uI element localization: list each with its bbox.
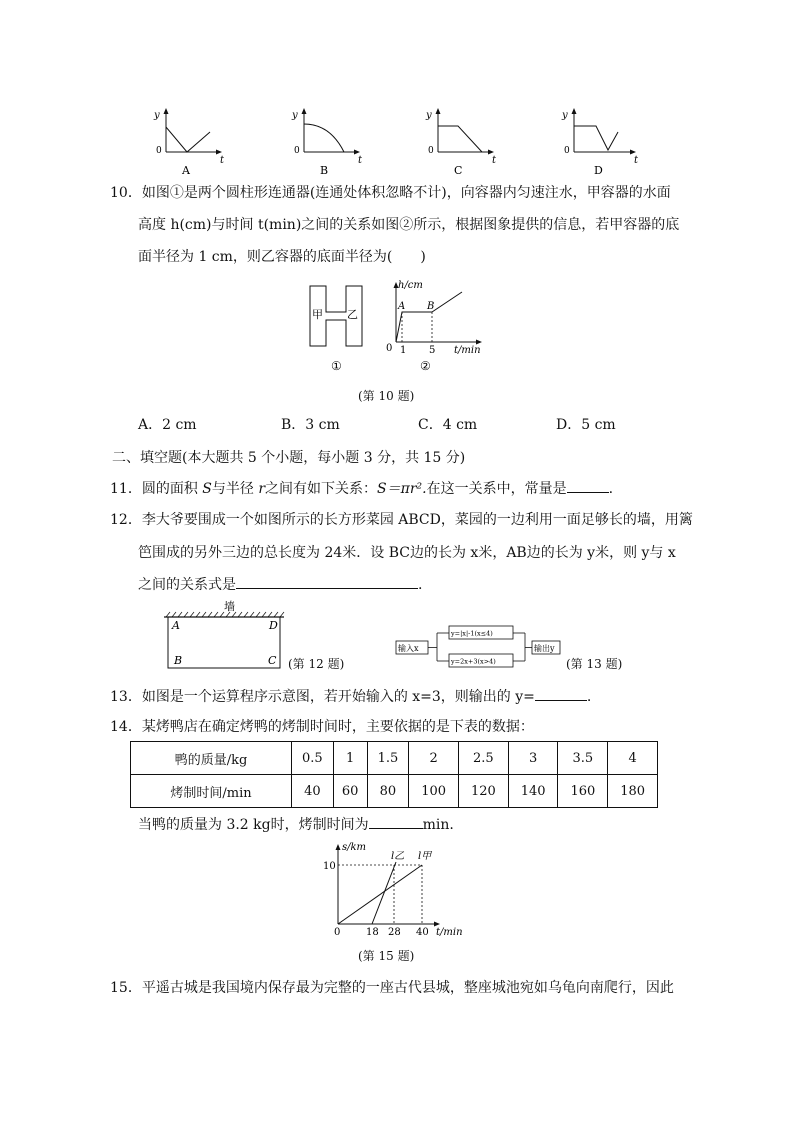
- q11-text-b: 与半径: [211, 481, 259, 497]
- table-cell: 100: [409, 775, 459, 808]
- q14-intro-line: [110, 717, 534, 737]
- q14-question-line: [138, 814, 454, 835]
- graph-d-label: D: [594, 164, 603, 177]
- graph-c-origin: 0: [428, 146, 434, 156]
- table-cell: 120: [459, 775, 509, 808]
- graph-b-label: B: [320, 164, 329, 177]
- q13-figure: [395, 624, 565, 670]
- fence-outline: [168, 617, 280, 668]
- q15-number: 15．: [110, 980, 142, 996]
- wall-label: 墙: [224, 600, 235, 613]
- q10-text-1: 如图①是两个圆柱形连通器(连通处体积忽略不计)，向容器内匀速注水，甲容器的水面: [141, 185, 671, 201]
- q12-caption: (第 12 题): [288, 657, 345, 671]
- table-cell: 0.5: [292, 742, 334, 775]
- q11-number: 11．: [110, 481, 142, 497]
- q10-number: 10．: [110, 185, 142, 201]
- graph-b-x-label: t: [358, 155, 363, 166]
- graph-d-curve: [574, 126, 618, 150]
- q11-end: .: [608, 481, 614, 497]
- graph-b-curve: [304, 124, 344, 152]
- graph-a-y-label: y: [154, 110, 160, 121]
- q10-figure-1: [300, 282, 380, 374]
- table-cell: 4: [608, 742, 658, 775]
- q10-line1: [110, 183, 671, 203]
- q15-y-label: s/km: [342, 842, 367, 853]
- table-cell: 180: [608, 775, 658, 808]
- point-c: C: [268, 654, 277, 667]
- q11-text-d: 在这一关系中，常量是: [426, 481, 567, 497]
- q15-text: 平遥古城是我国境内保存最为完整的一座古代县城，整座城池宛如乌龟向南爬行，因此: [141, 980, 674, 996]
- q10-option-c: C．4 cm: [418, 417, 478, 433]
- q12-line1: [110, 510, 693, 530]
- fig2-origin: 0: [386, 343, 393, 354]
- table-cell: 140: [508, 775, 558, 808]
- table-cell: 2.5: [459, 742, 509, 775]
- table-cell: 3: [508, 742, 558, 775]
- q14-number: 14．: [110, 719, 142, 735]
- input-label: 输入x: [398, 644, 419, 653]
- table-cell: 80: [367, 775, 409, 808]
- graph-a-x-label: t: [220, 155, 225, 166]
- q15-tick-40: 40: [416, 927, 429, 938]
- q15-tick-18: 18: [366, 927, 379, 938]
- fig2-tick-1: 1: [400, 345, 407, 356]
- q11-line: [110, 478, 613, 499]
- q12-end: .: [418, 577, 423, 593]
- table-cell: 1: [333, 742, 367, 775]
- fig2-y-label: h/cm: [398, 280, 423, 291]
- q10-line2: 高度 h(cm)与时间 t(min)之间的关系如图②所示，根据图象提供的信息，若甲容器的底: [138, 217, 680, 233]
- graph-a-curve: [166, 127, 210, 152]
- q11-text-c: 之间有如下关系：: [265, 481, 378, 497]
- fig2-tick-5: 5: [429, 345, 436, 356]
- fig2-x-label: t/min: [454, 345, 481, 356]
- q13-end: .: [586, 689, 592, 705]
- q15-origin: 0: [334, 927, 341, 938]
- branch-top-label: y=|x|-1(x≤4): [451, 629, 493, 638]
- q12-text-3: 之间的关系式是: [138, 577, 236, 593]
- q15-line: [110, 978, 674, 998]
- q15-tick-28: 28: [388, 927, 401, 938]
- q14-question: 当鸭的质量为 3.2 kg时，烤制时间为: [138, 817, 369, 833]
- q12-line3: [138, 574, 422, 595]
- graph-a: [140, 106, 230, 182]
- q13-answer-blank[interactable]: [535, 686, 587, 701]
- q10-option-b: B．3 cm: [281, 417, 340, 433]
- table-cell: 160: [558, 775, 608, 808]
- q11-var-s: S: [202, 481, 212, 497]
- point-a: A: [172, 619, 180, 632]
- graph-d-x-label: t: [634, 155, 639, 166]
- q12-number: 12．: [110, 512, 142, 528]
- vessel-yi-label: 乙: [347, 308, 358, 321]
- q11-var-r: r: [258, 481, 266, 497]
- point-d: D: [269, 619, 278, 632]
- q11-answer-blank[interactable]: [567, 478, 609, 493]
- q15-caption: (第 15 题): [358, 949, 415, 963]
- graph-d-origin: 0: [564, 146, 570, 156]
- table-row: [131, 775, 658, 808]
- fig2-mark: ②: [420, 359, 431, 373]
- graph-b-y-label: y: [292, 110, 298, 121]
- table-row-header: 鸭的质量/kg: [131, 742, 292, 775]
- table-cell: 3.5: [558, 742, 608, 775]
- graph-c-y-label: y: [426, 110, 432, 121]
- q10-line3: 面半径为 1 cm，则乙容器的底面半径为( ): [138, 249, 426, 265]
- q10-caption: (第 10 题): [358, 389, 415, 403]
- fig2-point-a: A: [398, 301, 406, 312]
- graph-c-label: C: [454, 164, 463, 177]
- table-row: [131, 742, 658, 775]
- branch-bottom-label: y=2x+3(x>4): [451, 657, 496, 666]
- q14-answer-blank[interactable]: [369, 814, 423, 829]
- vessel-jia-label: 甲: [312, 308, 323, 321]
- fig2-point-b: B: [427, 301, 435, 312]
- graph-a-origin: 0: [156, 146, 162, 156]
- q15-line-jia: [338, 865, 422, 924]
- q9-graphs: [140, 106, 660, 182]
- graph-c-x-label: t: [492, 155, 497, 166]
- q11-text-a: 圆的面积: [141, 481, 203, 497]
- fig2-water-curve: [396, 292, 462, 342]
- q15-label-jia: l甲: [418, 851, 432, 862]
- graph-d-y-label: y: [562, 110, 568, 121]
- table-cell: 1.5: [367, 742, 409, 775]
- q13-number: 13．: [110, 689, 142, 705]
- q15-line-yi: [372, 862, 396, 924]
- graph-c: [412, 106, 502, 182]
- q12-answer-blank[interactable]: [236, 574, 418, 589]
- q14-unit: min.: [422, 817, 454, 833]
- q13-line: [110, 686, 591, 707]
- table-cell: 40: [292, 775, 334, 808]
- q14-table: [130, 741, 658, 808]
- graph-b: [278, 106, 368, 182]
- graph-c-curve: [438, 126, 482, 152]
- fig1-mark: ①: [331, 359, 342, 373]
- table-cell: 2: [409, 742, 459, 775]
- table-row-header: 烤制时间/min: [131, 775, 292, 808]
- q13-text: 如图是一个运算程序示意图，若开始输入的 x=3，则输出的 y=: [141, 689, 535, 705]
- q15-figure: [310, 838, 470, 940]
- q10-figure-2: [382, 276, 492, 376]
- graph-d: [548, 106, 648, 182]
- graph-a-label: A: [182, 164, 190, 177]
- output-label: 输出y: [534, 644, 555, 653]
- q12-line2: 笆围成的另外三边的总长度为 24米．设 BC边的长为 x米，AB边的长为 y米，则 y与 x: [138, 545, 676, 561]
- q13-caption: (第 13 题): [566, 657, 623, 671]
- q12-text-1: 李大爷要围成一个如图所示的长方形菜园 ABCD，菜园的一边利用一面足够长的墙，用篱: [141, 512, 693, 528]
- q10-option-d: D．5 cm: [556, 417, 616, 433]
- graph-b-origin: 0: [294, 146, 300, 156]
- q14-intro: 某烤鸭店在确定烤鸭的烤制时间时，主要依据的是下表的数据：: [141, 719, 534, 735]
- table-cell: 60: [333, 775, 367, 808]
- point-b: B: [174, 654, 183, 667]
- q15-label-yi: l乙: [391, 851, 405, 862]
- q12-figure: [160, 600, 288, 672]
- q11-formula: S＝πr².: [377, 481, 427, 497]
- q15-x-label: t/min: [436, 927, 463, 938]
- section-2-title: 二、填空题(本大题共 5 个小题，每小题 3 分，共 15 分): [112, 450, 466, 466]
- q15-y-tick-10: 10: [323, 861, 336, 872]
- q10-option-a: A．2 cm: [138, 417, 197, 433]
